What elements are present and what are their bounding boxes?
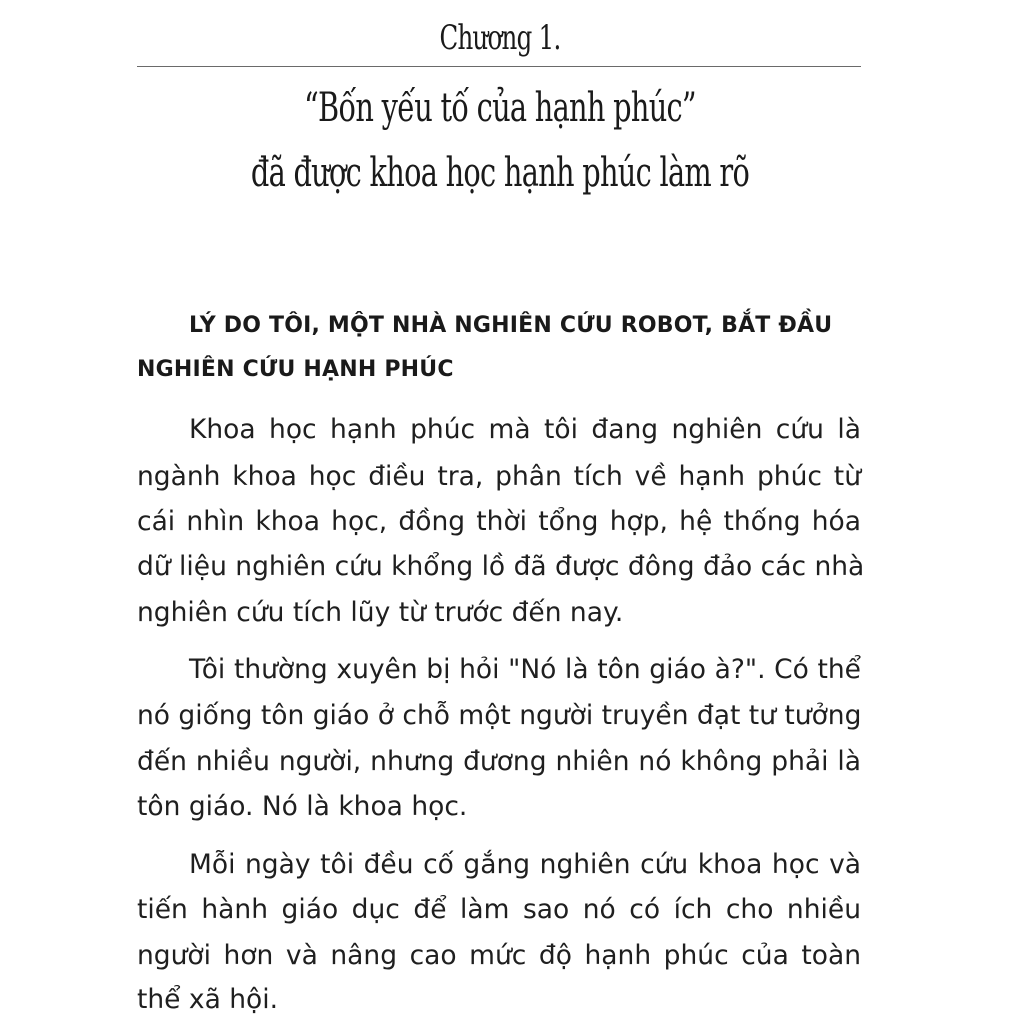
section-heading-line-1: LÝ DO TÔI, MỘT NHÀ NGHIÊN CỨU ROBOT, BẮT ĐẦU: [189, 313, 833, 338]
paragraph-3-line-2: tiến hành giáo dục để làm sao nó có ích cho nhiều: [137, 894, 861, 925]
paragraph-2-line-1: Tôi thường xuyên bị hỏi "Nó là tôn giáo à?". Có thể: [189, 654, 861, 685]
section-heading-line-2: NGHIÊN CỨU HẠNH PHÚC: [137, 357, 454, 382]
paragraph-1-line-1: Khoa học hạnh phúc mà tôi đang nghiên cứu là: [189, 414, 861, 445]
paragraph-2-line-3: đến nhiều người, nhưng đương nhiên nó không phải là: [137, 746, 861, 777]
paragraph-1-line-5: nghiên cứu tích lũy từ trước đến nay.: [137, 597, 624, 628]
paragraph-3-line-1: Mỗi ngày tôi đều cố gắng nghiên cứu khoa học và: [189, 849, 861, 880]
paragraph-1-line-4: dữ liệu nghiên cứu khổng lồ đã được đông đảo các nhà: [137, 551, 865, 582]
paragraph-1-line-3: cái nhìn khoa học, đồng thời tổng hợp, hệ thống hóa: [137, 506, 861, 537]
chapter-title-line-2: đã được khoa học hạnh phúc làm rõ: [250, 150, 750, 196]
paragraph-3-line-3: người hơn và nâng cao mức độ hạnh phúc của toàn: [137, 940, 861, 971]
chapter-title-line-1: “Bốn yếu tố của hạnh phúc”: [304, 85, 696, 131]
paragraph-1-line-2: ngành khoa học điều tra, phân tích về hạnh phúc từ: [137, 461, 861, 492]
chapter-divider: [137, 66, 861, 67]
paragraph-2-line-4: tôn giáo. Nó là khoa học.: [137, 791, 468, 822]
chapter-label: Chương 1.: [439, 18, 561, 58]
paragraph-3-line-4: thể xã hội.: [137, 984, 279, 1015]
paragraph-2-line-2: nó giống tôn giáo ở chỗ một người truyền đạt tư tưởng: [137, 700, 862, 731]
